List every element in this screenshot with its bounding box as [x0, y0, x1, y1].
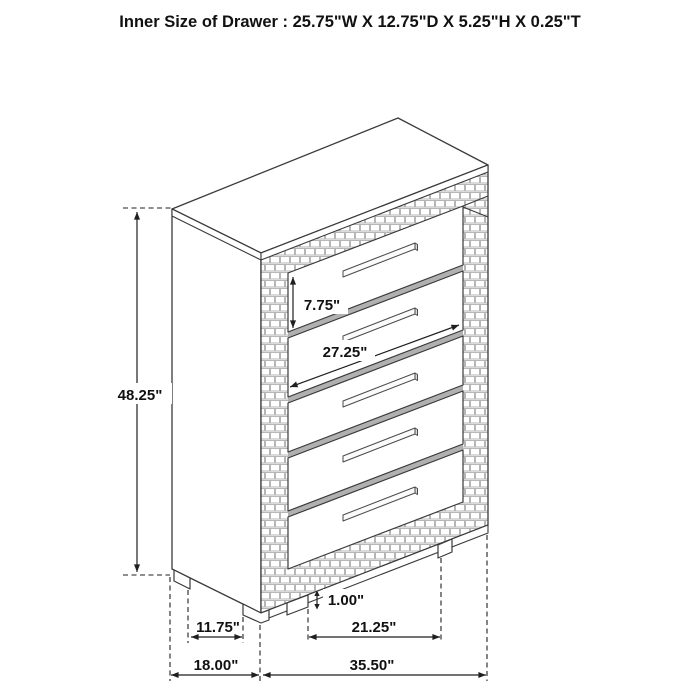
dimension-label: 7.75" [303, 297, 341, 314]
diagram-title: Inner Size of Drawer : 25.75"W X 12.75"D X 5.25"H X 0.25"T [119, 13, 581, 31]
handle-end-cap [415, 373, 418, 381]
handle-end-cap [415, 308, 418, 316]
dimension-label: 35.50" [349, 657, 395, 674]
dimension-label: 11.75" [196, 619, 240, 636]
dimension-label: 1.00" [327, 592, 365, 609]
left-side-face [172, 209, 261, 613]
dim-overall-height [108, 208, 172, 575]
arrowhead-down [314, 604, 319, 610]
dimension-label: 21.25" [351, 619, 397, 636]
handle-end-cap [415, 243, 418, 251]
dimension-label: 18.00" [193, 657, 239, 674]
handle-end-cap [415, 428, 418, 436]
chest-drawing [172, 118, 488, 623]
dimension-label: 27.25" [322, 344, 368, 361]
handle-end-cap [415, 487, 418, 495]
dimension-label: 48.25" [117, 387, 163, 404]
